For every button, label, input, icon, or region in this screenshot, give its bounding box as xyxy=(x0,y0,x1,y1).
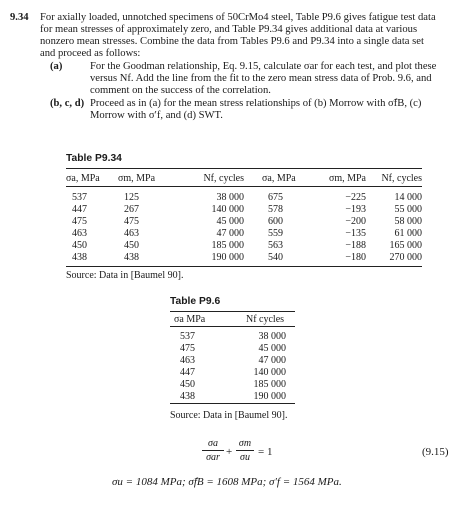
table-p934-cell: 537 xyxy=(72,192,87,203)
table-p934-title: Table P9.34 xyxy=(66,153,122,164)
eq-num-2: σm xyxy=(238,438,252,449)
table-p96-cell: 38 000 xyxy=(258,331,286,342)
problem-line-1: For axially loaded, unnotched specimens of 50CrMo4 steel, Table P9.6 gives fatigue test data xyxy=(40,12,436,23)
table-p934-cell: 185 000 xyxy=(211,240,244,251)
table-p934-top-rule xyxy=(66,168,422,169)
table-p96-header-cell: σa MPa xyxy=(174,314,206,325)
table-p934-cell: 47 000 xyxy=(216,228,244,239)
table-p934-header-cell: Nf, cycles xyxy=(203,173,244,184)
table-p934-cell: 165 000 xyxy=(389,240,422,251)
table-p934-cell: −200 xyxy=(345,216,366,227)
part-bcd-line-2: Morrow with σ′f, and (d) SWT. xyxy=(90,110,223,121)
part-a-line-3: comment on the success of the correlation. xyxy=(90,85,271,96)
table-p934-cell: 447 xyxy=(72,204,87,215)
table-p96-cell: 47 000 xyxy=(258,355,286,366)
table-p934-cell: 463 xyxy=(124,228,139,239)
eq-den-2: σu xyxy=(240,452,250,463)
table-p934-cell: 475 xyxy=(72,216,87,227)
table-p934-cell: 438 xyxy=(72,252,87,263)
table-p934-cell: 540 xyxy=(268,252,283,263)
table-p934-header-cell: Nf, cycles xyxy=(381,173,422,184)
table-p934-source: Source: Data in [Baumel 90]. xyxy=(66,270,184,281)
table-p96-header-cell: Nf cycles xyxy=(246,314,285,325)
table-p934-header-cell: σa, MPa xyxy=(66,173,100,184)
table-p934-cell: 463 xyxy=(72,228,87,239)
table-p934-cell: 675 xyxy=(268,192,283,203)
table-p96-cell: 447 xyxy=(180,367,195,378)
table-p934-cell: 578 xyxy=(268,204,283,215)
part-a-line-1: For the Goodman relationship, Eq. 9.15, calculate σar for each test, and plot these xyxy=(90,61,437,72)
problem-line-3: nonzero mean stresses. Combine the data from Tables P9.6 and P9.34 into a single data set xyxy=(40,36,424,47)
table-p934-cell: 267 xyxy=(124,204,139,215)
table-p934-cell: 600 xyxy=(268,216,283,227)
problem-number: 9.34 xyxy=(10,12,29,23)
table-p934-cell: 563 xyxy=(268,240,283,251)
table-p96-cell: 475 xyxy=(180,343,195,354)
eq-den-1: σar xyxy=(206,452,220,463)
eq-plus: + xyxy=(226,446,233,458)
table-p934-cell: 140 000 xyxy=(211,204,244,215)
table-p934-cell: 270 000 xyxy=(389,252,422,263)
table-p96-cell: 463 xyxy=(180,355,195,366)
table-p934-cell: 475 xyxy=(124,216,139,227)
given-values: σu = 1084 MPa; σ̃fB = 1608 MPa; σ′f = 1564 MPa. xyxy=(112,476,342,488)
problem-line-4: and proceed as follows: xyxy=(40,48,141,59)
table-p934-cell: 559 xyxy=(268,228,283,239)
table-p934-header-cell: σm, MPa xyxy=(328,173,366,184)
table-p934-cell: 55 000 xyxy=(394,204,422,215)
eq-rhs: = 1 xyxy=(258,446,273,458)
table-p934-cell: 125 xyxy=(124,192,139,203)
table-p96-title: Table P9.6 xyxy=(170,296,221,307)
table-p934-cell: 450 xyxy=(72,240,87,251)
eq-num-1: σa xyxy=(208,438,218,449)
table-p96-top-rule xyxy=(170,311,295,312)
eq-number: (9.15) xyxy=(422,446,449,458)
table-p934-cell: 58 000 xyxy=(394,216,422,227)
problem-line-2: for mean stresses of approximately zero, and Table P9.34 gives additional data at various xyxy=(40,24,418,35)
table-p934-header-rule xyxy=(66,186,422,187)
table-p96-source: Source: Data in [Baumel 90]. xyxy=(170,410,288,421)
eq-fraction-2 xyxy=(236,438,254,463)
table-p934-cell: 450 xyxy=(124,240,139,251)
eq-fraction-1 xyxy=(202,438,224,463)
table-p934-cell: −135 xyxy=(345,228,366,239)
table-p96-cell: 190 000 xyxy=(253,391,286,402)
table-p934-header-cell: σa, MPa xyxy=(262,173,296,184)
part-bcd-label: (b, c, d) xyxy=(50,98,85,109)
table-p934-cell: 190 000 xyxy=(211,252,244,263)
table-p934-cell: 438 xyxy=(124,252,139,263)
table-p96-cell: 450 xyxy=(180,379,195,390)
table-p934-cell: −193 xyxy=(345,204,366,215)
table-p96-cell: 438 xyxy=(180,391,195,402)
table-p934-cell: 38 000 xyxy=(216,192,244,203)
table-p96-header-rule xyxy=(170,326,295,327)
table-p96-cell: 140 000 xyxy=(253,367,286,378)
table-p934-cell: −180 xyxy=(345,252,366,263)
part-a-label: (a) xyxy=(50,61,63,72)
table-p934-cell: 45 000 xyxy=(216,216,244,227)
part-bcd-line-1: Proceed as in (a) for the mean stress relationships of (b) Morrow with σ̃fB, (c) xyxy=(90,98,422,109)
table-p96-bottom-rule xyxy=(170,403,295,404)
part-a-line-2: versus Nf. Add the line from the fit to the zero mean stress data of Prob. 9.6, and xyxy=(90,73,432,84)
table-p934-header-cell: σm, MPa xyxy=(118,173,156,184)
table-p934-cell: −188 xyxy=(345,240,366,251)
table-p96-cell: 45 000 xyxy=(258,343,286,354)
table-p934-cell: −225 xyxy=(345,192,366,203)
table-p96-cell: 185 000 xyxy=(253,379,286,390)
table-p934-bottom-rule xyxy=(66,266,422,267)
table-p934-cell: 14 000 xyxy=(394,192,422,203)
table-p934-cell: 61 000 xyxy=(394,228,422,239)
table-p96-cell: 537 xyxy=(180,331,195,342)
